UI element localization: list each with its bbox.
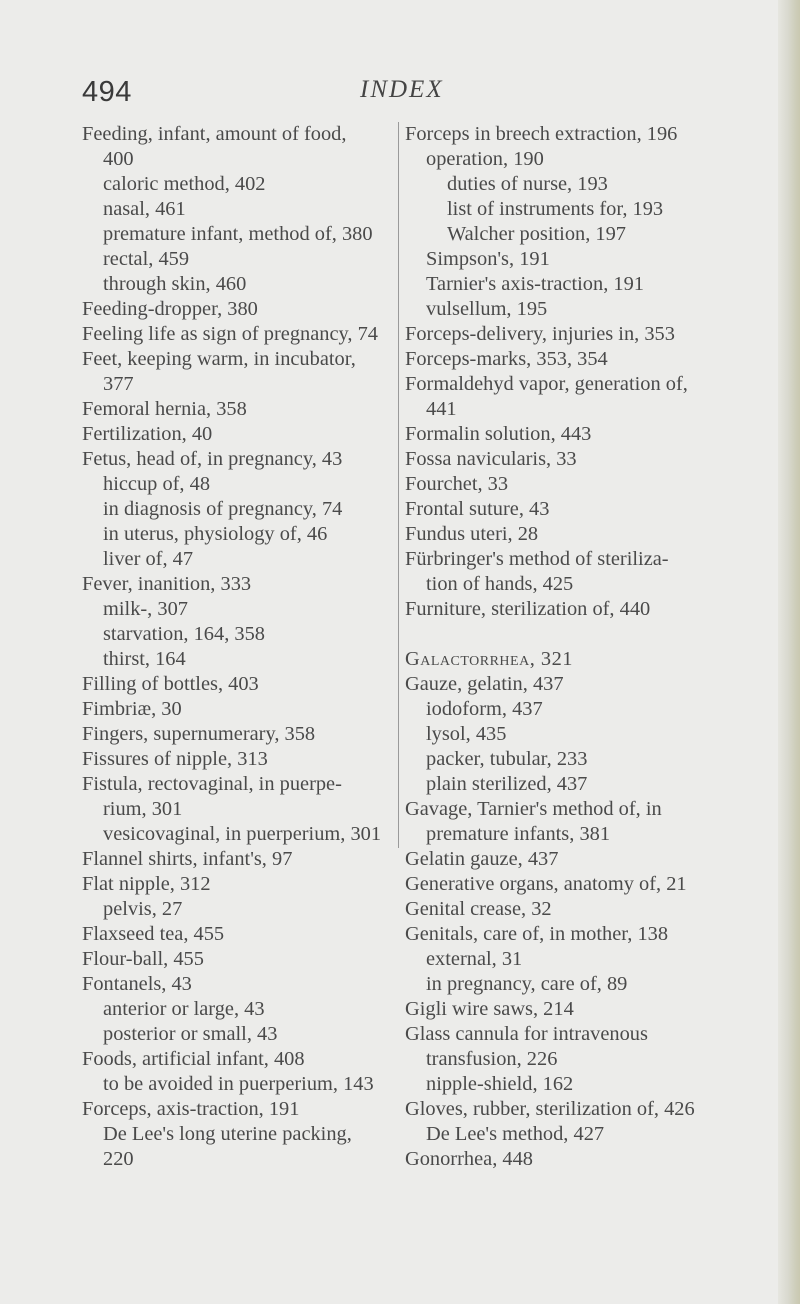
index-entry: Generative organs, anatomy of, 21 (405, 873, 687, 895)
index-entry: Fourchet, 33 (405, 473, 509, 495)
index-entry: Tarnier's axis-traction, 191 (426, 273, 644, 295)
index-entry: Forceps in breech extraction, 196 (405, 123, 678, 145)
index-entry: Walcher position, 197 (447, 223, 627, 245)
index-entry: Frontal suture, 43 (405, 498, 550, 520)
index-entry: caloric method, 402 (103, 173, 266, 195)
index-entry: Fürbringer's method of steriliza- (405, 548, 669, 570)
index-entry: Simpson's, 191 (426, 248, 550, 270)
index-entry: 220 (103, 1148, 134, 1170)
index-column-left (82, 122, 402, 1172)
index-entry: Furniture, sterilization of, 440 (405, 598, 651, 620)
index-entry: Galactorrhea, 321 (405, 648, 573, 670)
index-entry: Gigli wire saws, 214 (405, 998, 574, 1020)
index-entry: Gauze, gelatin, 437 (405, 673, 564, 695)
index-entry: Gonorrhea, 448 (405, 1148, 533, 1170)
index-entry: Forceps-delivery, injuries in, 353 (405, 323, 675, 345)
index-entry: Femoral hernia, 358 (82, 398, 247, 420)
index-entry: Forceps, axis-traction, 191 (82, 1098, 300, 1120)
index-entry: Formaldehyd vapor, generation of, (405, 373, 688, 395)
index-entry: plain sterilized, 437 (426, 773, 588, 795)
index-entry: De Lee's method, 427 (426, 1123, 605, 1145)
index-entry: operation, 190 (426, 148, 544, 170)
index-entry: vesicovaginal, in puerperium, 301 (103, 823, 382, 845)
index-entry: Feeding-dropper, 380 (82, 298, 258, 320)
index-entry: Glass cannula for intravenous (405, 1023, 648, 1045)
index-entry: transfusion, 226 (426, 1048, 558, 1070)
index-entry: vulsellum, 195 (426, 298, 548, 320)
page-edge (778, 0, 800, 1304)
index-entry: list of instruments for, 193 (447, 198, 664, 220)
index-entry: Formalin solution, 443 (405, 423, 592, 445)
index-entry: Flour-ball, 455 (82, 948, 204, 970)
index-entry: Forceps-marks, 353, 354 (405, 348, 608, 370)
index-entry: Fissures of nipple, 313 (82, 748, 268, 770)
index-entry: liver of, 47 (103, 548, 194, 570)
index-entry: pelvis, 27 (103, 898, 183, 920)
page-header (0, 74, 780, 114)
index-entry: rium, 301 (103, 798, 183, 820)
index-entry: to be avoided in puerperium, 143 (103, 1073, 374, 1095)
index-entry: 400 (103, 148, 134, 170)
index-entry: anterior or large, 43 (103, 998, 265, 1020)
index-entry: premature infant, method of, 380 (103, 223, 373, 245)
index-entry: starvation, 164, 358 (103, 623, 265, 645)
column-divider (398, 122, 399, 848)
index-entry: through skin, 460 (103, 273, 247, 295)
index-entry: Foods, artificial infant, 408 (82, 1048, 305, 1070)
index-entry: Gloves, rubber, sterilization of, 426 (405, 1098, 695, 1120)
index-entry: premature infants, 381 (426, 823, 611, 845)
index-entry: Gavage, Tarnier's method of, in (405, 798, 662, 820)
index-entry: in uterus, physiology of, 46 (103, 523, 328, 545)
index-entry: Fever, inanition, 333 (82, 573, 252, 595)
index-entry: Genital crease, 32 (405, 898, 552, 920)
index-entry: Fontanels, 43 (82, 973, 192, 995)
index-entry: rectal, 459 (103, 248, 190, 270)
page-number: 494 (82, 76, 132, 108)
index-entry: Feeling life as sign of pregnancy, 74 (82, 323, 378, 345)
section-gap (405, 622, 725, 647)
index-entry: Fetus, head of, in pregnancy, 43 (82, 448, 343, 470)
index-entry: nipple-shield, 162 (426, 1073, 574, 1095)
index-entry: Flannel shirts, infant's, 97 (82, 848, 293, 870)
index-entry: hiccup of, 48 (103, 473, 211, 495)
index-entry: thirst, 164 (103, 648, 186, 670)
index-entry: Fertilization, 40 (82, 423, 213, 445)
index-entry: tion of hands, 425 (426, 573, 574, 595)
index-entry: Flaxseed tea, 455 (82, 923, 225, 945)
index-entry: iodoform, 437 (426, 698, 543, 720)
index-entry: packer, tubular, 233 (426, 748, 588, 770)
index-entry: nasal, 461 (103, 198, 186, 220)
index-entry: posterior or small, 43 (103, 1023, 278, 1045)
index-entry: external, 31 (426, 948, 523, 970)
index-entry: in pregnancy, care of, 89 (426, 973, 628, 995)
index-entry: 441 (426, 398, 457, 420)
index-entry: milk-, 307 (103, 598, 188, 620)
index-entry: in diagnosis of pregnancy, 74 (103, 498, 343, 520)
index-entry: Fundus uteri, 28 (405, 523, 539, 545)
index-entry: Fimbriæ, 30 (82, 698, 182, 720)
index-entry: 377 (103, 373, 134, 395)
index-entry: Genitals, care of, in mother, 138 (405, 923, 669, 945)
index-entry: Feet, keeping warm, in incubator, (82, 348, 356, 370)
index-entry: Gelatin gauze, 437 (405, 848, 559, 870)
index-entry: Fingers, supernumerary, 358 (82, 723, 316, 745)
index-entry: Feeding, infant, amount of food, (82, 123, 347, 145)
index-entry: Flat nipple, 312 (82, 873, 211, 895)
running-head: INDEX (360, 76, 444, 103)
index-entry: duties of nurse, 193 (447, 173, 608, 195)
index-entry: Filling of bottles, 403 (82, 673, 259, 695)
index-column-right (405, 122, 725, 1172)
index-entry: Fossa navicularis, 33 (405, 448, 577, 470)
index-entry: lysol, 435 (426, 723, 507, 745)
index-entry: De Lee's long uterine packing, (103, 1123, 352, 1145)
index-entry: Fistula, rectovaginal, in puerpe- (82, 773, 342, 795)
